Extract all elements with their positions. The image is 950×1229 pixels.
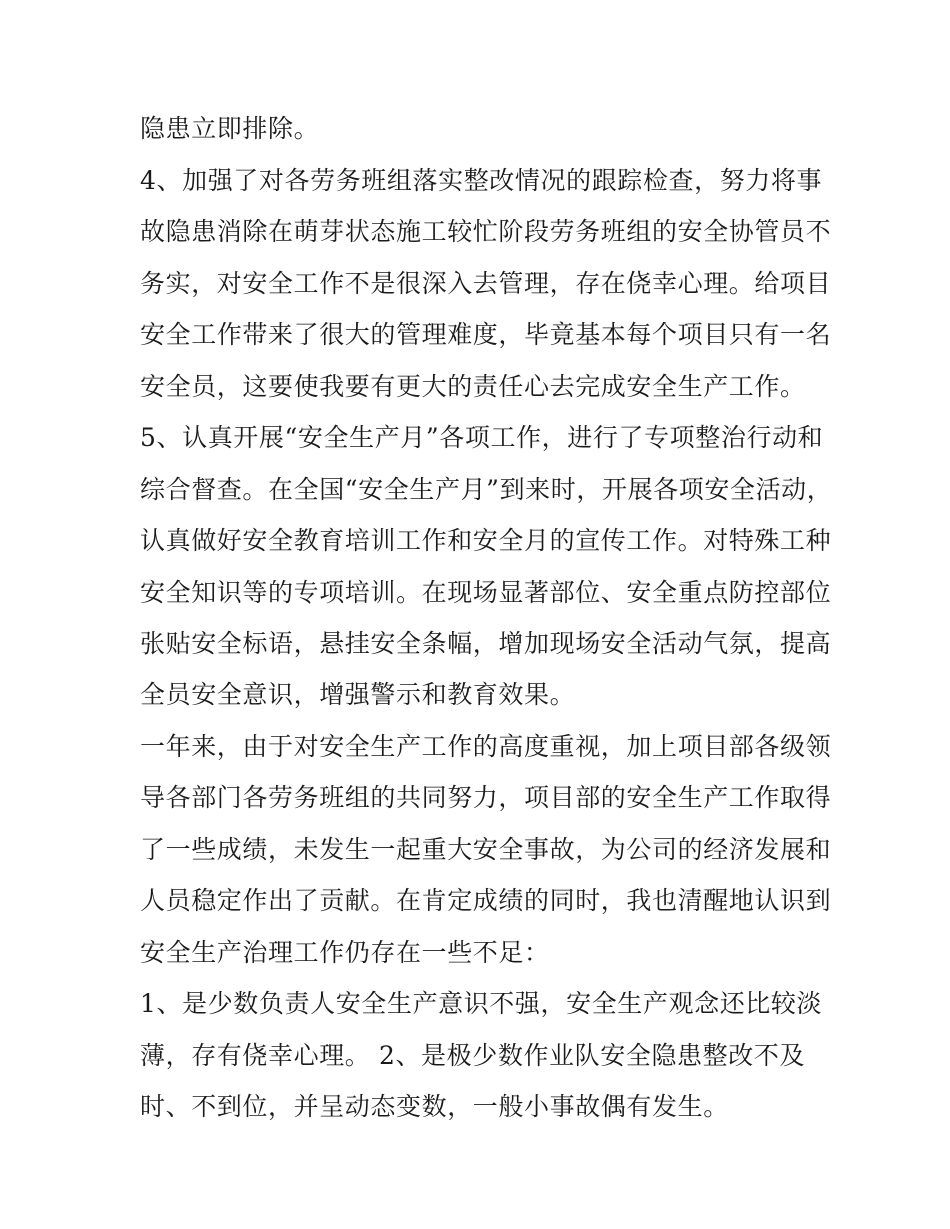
text-line: 人员稳定作出了贡献。在肯定成绩的同时，我也清醒地认识到 bbox=[140, 886, 832, 915]
text-line: 一年来，由于对安全生产工作的高度重视，加上项目部各级领 bbox=[140, 732, 832, 761]
text-line: 薄，存有侥幸心理。 2、是极少数作业队安全隐患整改不及 bbox=[140, 1041, 806, 1070]
text-line: 安全工作带来了很大的管理难度，毕竟基本每个项目只有一名 bbox=[140, 320, 832, 349]
text-line: 5、认真开展“安全生产月”各项工作，进行了专项整治行动和 bbox=[140, 423, 824, 452]
text-line: 时、不到位，并呈动态变数，一般小事故偶有发生。 bbox=[140, 1092, 729, 1121]
text-line: 安全生产治理工作仍存在一些不足： bbox=[140, 938, 550, 967]
text-line: 1、是少数负责人安全生产意识不强，安全生产观念还比较淡 bbox=[140, 989, 823, 1018]
text-line: 全员安全意识，增强警示和教育效果。 bbox=[140, 680, 576, 709]
text-line: 故隐患消除在萌芽状态施工较忙阶段劳务班组的安全协管员不 bbox=[140, 217, 832, 246]
text-line: 了一些成绩，未发生一起重大安全事故，为公司的经济发展和 bbox=[140, 835, 832, 864]
text-line: 认真做好安全教育培训工作和安全月的宣传工作。对特殊工种 bbox=[140, 526, 832, 555]
text-line: 安全知识等的专项培训。在现场显著部位、安全重点防控部位 bbox=[140, 578, 832, 607]
text-line: 隐患立即排除。 bbox=[140, 114, 320, 143]
text-line: 安全员，这要使我要有更大的责任心去完成安全生产工作。 bbox=[140, 372, 806, 401]
text-line: 导各部门各劳务班组的共同努力，项目部的安全生产工作取得 bbox=[140, 783, 832, 812]
text-line: 4、加强了对各劳务班组落实整改情况的跟踪检查，努力将事 bbox=[140, 166, 823, 195]
text-line: 张贴安全标语，悬挂安全条幅，增加现场安全活动气氛，提高 bbox=[140, 629, 832, 658]
text-line: 务实，对安全工作不是很深入去管理，存在侥幸心理。给项目 bbox=[140, 269, 832, 298]
text-line: 综合督查。在全国“安全生产月”到来时，开展各项安全活动， bbox=[140, 475, 833, 504]
